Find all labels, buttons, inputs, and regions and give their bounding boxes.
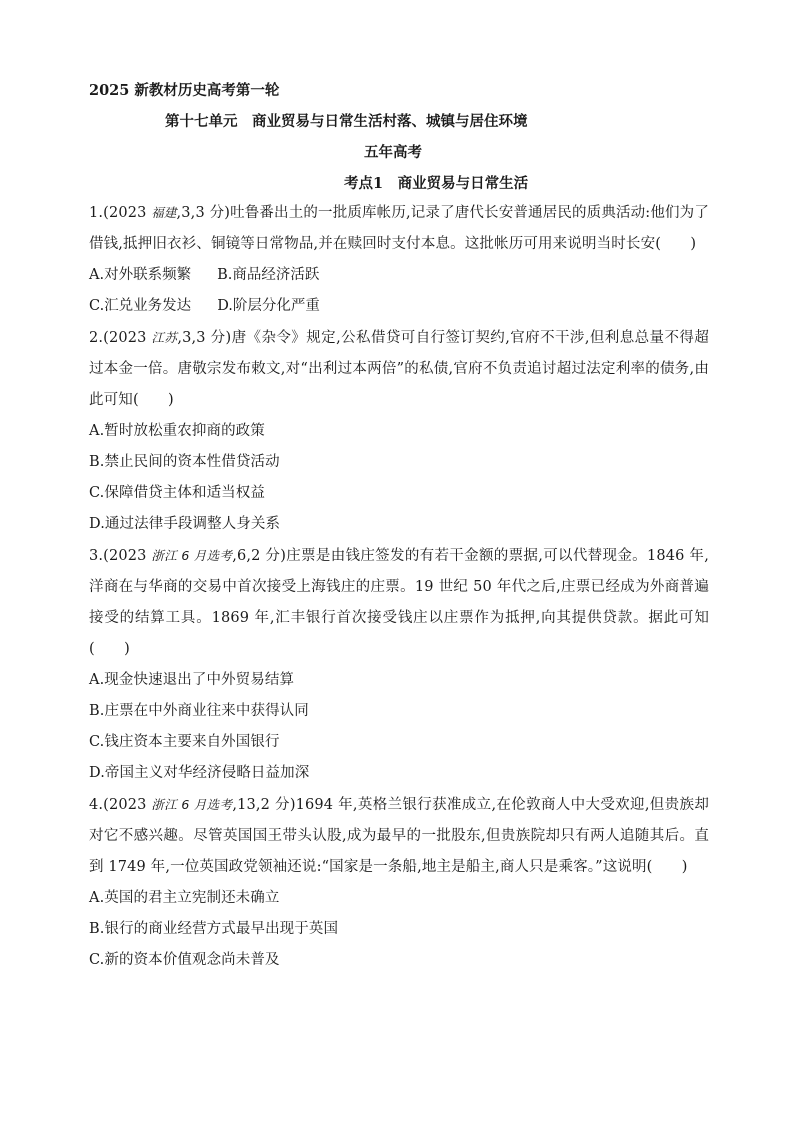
option-row	[89, 291, 709, 322]
question-source-region: 浙江 6 月选考	[151, 797, 233, 812]
question-number: 4.	[89, 797, 104, 813]
question-source-year: (2023	[103, 205, 152, 221]
question-4	[89, 789, 709, 976]
question-number: 1.	[89, 205, 104, 221]
question-2-text	[89, 322, 709, 416]
option-c[interactable]: C.新的资本价值观念尚未普及	[89, 952, 280, 968]
option-b[interactable]: B.银行的商业经营方式最早出现于英国	[89, 921, 339, 937]
question-body: 1694 年,英格兰银行获准成立,在伦敦商人中大受欢迎,但贵族却对它不感兴趣。尽管英国国王带头认股,成为最早的一批股东,但贵族院却只有两人追随其后。直到 1749 年,一位英国政党领袖还说:“国家是一条船,地主是船主,商人只是乘客。”这说明( )	[89, 797, 709, 875]
question-body: 庄票是由钱庄签发的有若干金额的票据,可以代替现金。1846 年,洋商在与华商的交易中首次接受上海钱庄的庄票。19 世纪 50 年代之后,庄票已经成为外商普遍接受的结算工具。1869 年,汇丰银行首次接受钱庄以庄票作为抵押,向其提供贷款。据此可知( )	[89, 548, 709, 657]
question-3-text	[89, 540, 709, 665]
option-c[interactable]: C.汇兑业务发达	[89, 298, 192, 314]
option-d[interactable]: D.通过法律手段调整人身关系	[89, 516, 281, 532]
question-number: 3.	[89, 548, 104, 564]
option-d[interactable]: D.帝国主义对华经济侵略日益加深	[89, 765, 310, 781]
question-source-score: ,13,2 分)	[232, 797, 296, 813]
question-source-year: (2023	[103, 797, 152, 813]
section-title: 五年高考	[364, 144, 422, 161]
option-b[interactable]: B.商品经济活跃	[217, 267, 320, 283]
point-title: 考点1 商业贸易与日常生活	[344, 175, 529, 192]
option-row	[89, 260, 709, 291]
option-d[interactable]: D.阶层分化严重	[217, 298, 320, 314]
option-c[interactable]: C.钱庄资本主要来自外国银行	[89, 734, 280, 750]
question-3	[89, 540, 709, 789]
question-body: 吐鲁番出土的一批质库帐历,记录了唐代长安普通居民的质典活动:他们为了借钱,抵押旧衣衫、铜镜等日常物品,并在赎回时支付本息。这批帐历可用来说明当时长安( )	[89, 205, 709, 252]
question-1-text	[89, 197, 709, 260]
unit-title: 第十七单元 商业贸易与日常生活村落、城镇与居住环境	[165, 113, 528, 130]
document-page	[89, 80, 709, 976]
option-b[interactable]: B.庄票在中外商业往来中获得认同	[89, 703, 309, 719]
question-source-score: ,6,2 分)	[232, 548, 287, 564]
option-c[interactable]: C.保障借贷主体和适当权益	[89, 485, 265, 501]
question-4-text	[89, 789, 709, 883]
question-source-score: ,3,3 分)	[176, 205, 231, 221]
question-2	[89, 322, 709, 540]
question-1	[89, 197, 709, 322]
question-source-score: ,3,3 分)	[177, 330, 232, 346]
option-a[interactable]: A.英国的君主立宪制还未确立	[89, 890, 280, 906]
option-a[interactable]: A.现金快速退出了中外贸易结算	[89, 672, 295, 688]
question-number: 2.	[89, 330, 104, 346]
question-source-region: 江苏	[151, 330, 178, 345]
series-title: 2025 新教材历史高考第一轮	[89, 82, 280, 99]
question-source-year: (2023	[103, 548, 152, 564]
option-b[interactable]: B.禁止民间的资本性借贷活动	[89, 454, 280, 470]
option-a[interactable]: A.暂时放松重农抑商的政策	[89, 423, 265, 439]
question-source-region: 福建	[151, 205, 177, 220]
question-body: 唐《杂令》规定,公私借贷可自行签订契约,官府不干涉,但利息总量不得超过本金一倍。唐敬宗发布敕文,对“出利过本两倍”的私债,官府不负责追讨超过法定利率的债务,由此可知( )	[89, 330, 709, 408]
option-a[interactable]: A.对外联系频繁	[89, 267, 192, 283]
question-source-region: 浙江 6 月选考	[151, 548, 233, 563]
question-source-year: (2023	[103, 330, 152, 346]
